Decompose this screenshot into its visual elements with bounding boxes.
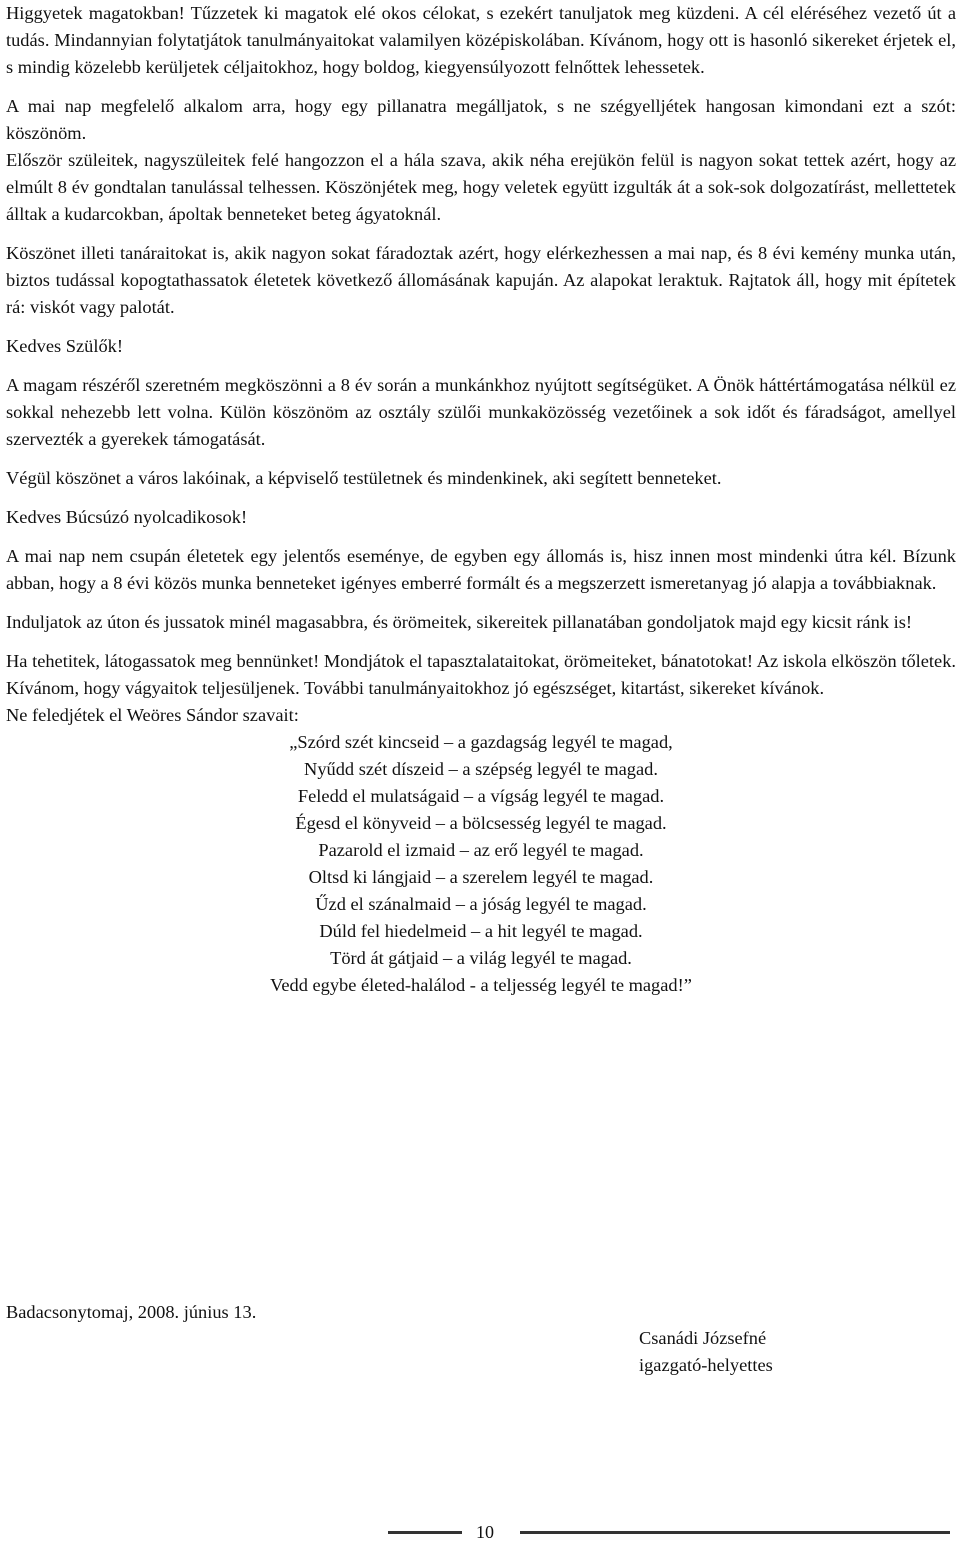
poem-line: Vedd egybe életed-halálod - a teljesség legyél te magad!”	[270, 975, 692, 995]
page-number: 10	[476, 1522, 494, 1542]
poem	[6, 729, 956, 999]
poem-line: Űzd el szánalmaid – a jóság legyél te magad.	[315, 894, 647, 914]
salutation-graduates: Kedves Búcsúzó nyolcadikosok!	[6, 507, 248, 527]
footer-rule-left	[388, 1531, 462, 1534]
poem-line: Nyűdd szét díszeid – a szépség legyél te magad.	[304, 759, 658, 779]
page-footer	[0, 1522, 960, 1545]
paragraph-2: A mai nap megfelelő alkalom arra, hogy egy pillanatra megálljatok, s ne szégyelljétek hangosan kimondani ezt a szót: köszönöm.	[6, 96, 956, 143]
poem-line: „Szórd szét kincseid – a gazdagság legyél te magad,	[289, 732, 673, 752]
paragraph-3: Először szüleitek, nagyszüleitek felé hangozzon el a hála szava, akik néha erejükön felül is nagyon sokat tettek azért, hogy az elmúlt 8 év gondtalan tanulással telhessen. Köszönjétek meg, hogy veletek együtt izgulták át a sok-sok dolgozatírást, mellettetek álltak a kudarcokban, ápoltak benneteket beteg ágyatoknál.	[6, 150, 956, 224]
paragraph-4: Köszönet illeti tanáraitokat is, akik nagyon sokat fáradoztak azért, hogy elérkezhessen a mai nap, és 8 évi kemény munka után, biztos tudással kopogtathassatok életetek következő állomásának kapuján. Az alapokat leraktuk. Rajtatok áll, hogy mit építetek rá: viskót vagy palotát.	[6, 243, 956, 317]
poem-line: Törd át gátjaid – a világ legyél te magad.	[330, 948, 632, 968]
paragraph-8: Induljatok az úton és jussatok minél magasabbra, és örömeitek, sikereitek pillanatában gondoljatok majd egy kicsit ránk is!	[6, 612, 913, 632]
poem-line: Feledd el mulatságaid – a vígság legyél te magad.	[297, 786, 665, 806]
signature-name: Csanádi Józsefné	[639, 1328, 767, 1348]
footer-rule-right	[520, 1531, 950, 1534]
poem-line: Oltsd ki lángjaid – a szerelem legyél te magad.	[308, 867, 654, 887]
poem-line: Dúld fel hiedelmeid – a hit legyél te magad.	[319, 921, 643, 941]
paragraph-1: Higgyetek magatokban! Tűzzetek ki magatok elé okos célokat, s ezekért tanuljatok meg küzdeni. A cél eléréséhez vezető út a tudás. Mindannyian folytatjátok tanulmányaitokat valamilyen középiskolában. Kívánom, hogy ott is hasonló sikereket érjetek el, s mindig közelebb kerüljetek céljaitokhoz, hogy boldog, kiegyensúlyozott felnőttek lehessetek.	[6, 3, 956, 77]
paragraph-7: A mai nap nem csupán életetek egy jelentős eseménye, de egyben egy állomás is, hisz innen most mindenki útra kél. Bízunk abban, hogy a 8 évi közös munka benneteket igényes emberré formált és a megszerzett ismeretanyag jó alapja a továbbiaknak.	[6, 546, 956, 593]
quote-intro: Ne feledjétek el Weöres Sándor szavait:	[6, 705, 299, 725]
paragraph-5: A magam részéről szeretném megköszönni a 8 év során a munkánkhoz nyújtott segítségüket. A Önök háttértámogatása nélkül ez sokkal nehezebb lett volna. Külön köszönöm az osztály szülői munkaközösség vezetőinek a sok időt és fáradságot, amellyel szervezték a gyerekek támogatását.	[6, 375, 956, 449]
place-and-date: Badacsonytomaj, 2008. június 13.	[6, 1302, 257, 1322]
signature-title: igazgató-helyettes	[639, 1355, 773, 1375]
salutation-parents: Kedves Szülők!	[6, 336, 123, 356]
poem-line: Pazarold el izmaid – az erő legyél te magad.	[318, 840, 644, 860]
document-body	[6, 0, 956, 999]
paragraph-6: Végül köszönet a város lakóinak, a képviselő testületnek és mindenkinek, aki segített benneteket.	[6, 468, 722, 488]
paragraph-9: Ha tehetitek, látogassatok meg bennünket! Mondjátok el tapasztalataitokat, örömeiteket, bánatotokat! Az iskola elköszön tőletek. Kívánom, hogy vágyaitok teljesüljenek. További tanulmányaitokhoz jó egészséget, kitartást, sikereket kívánok.	[6, 651, 956, 698]
poem-line: Égesd el könyveid – a bölcsesség legyél te magad.	[295, 813, 667, 833]
signature-block	[639, 1325, 773, 1379]
